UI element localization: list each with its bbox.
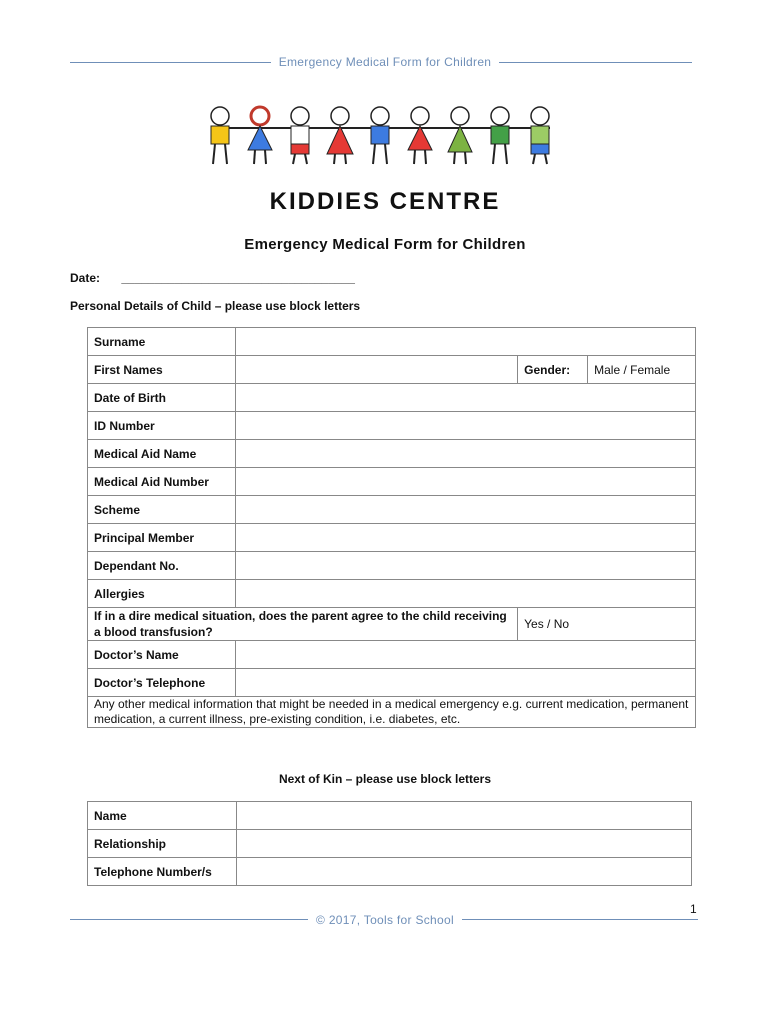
doctor-name-label: Doctor’s Name xyxy=(88,641,236,669)
table-row xyxy=(88,552,696,580)
table-row xyxy=(88,328,696,356)
table-row xyxy=(88,524,696,552)
page-number: 1 xyxy=(690,902,697,916)
gender-label: Gender: xyxy=(518,356,588,384)
kin-name-label: Name xyxy=(88,802,237,830)
principal-member-field[interactable] xyxy=(235,524,695,552)
doctor-telephone-label: Doctor’s Telephone xyxy=(88,669,236,697)
child-figure-7 xyxy=(448,107,472,164)
transfusion-field[interactable]: Yes / No xyxy=(518,608,696,641)
principal-member-label: Principal Member xyxy=(88,524,236,552)
date-row xyxy=(70,271,355,285)
child-figure-8 xyxy=(491,107,509,164)
table-row xyxy=(88,608,696,641)
table-row xyxy=(88,412,696,440)
medical-aid-number-label: Medical Aid Number xyxy=(88,468,236,496)
child-figure-2 xyxy=(248,107,272,164)
doctor-name-field[interactable] xyxy=(235,641,695,669)
form-subtitle: Emergency Medical Form for Children xyxy=(244,236,526,253)
dependant-no-label: Dependant No. xyxy=(88,552,236,580)
page-title: KIDDIES CENTRE xyxy=(269,188,501,215)
first-names-field[interactable] xyxy=(235,356,517,384)
table-row xyxy=(88,580,696,608)
allergies-label: Allergies xyxy=(88,580,236,608)
table-row xyxy=(88,356,696,384)
table-row xyxy=(88,384,696,412)
table-row xyxy=(88,641,696,669)
child-figure-3 xyxy=(291,107,309,164)
surname-label: Surname xyxy=(88,328,236,356)
child-figure-1 xyxy=(211,107,229,164)
kin-telephone-field[interactable] xyxy=(236,858,691,886)
copyright-text: © 2017, Tools for School xyxy=(308,913,462,927)
kin-relationship-field[interactable] xyxy=(236,830,691,858)
id-number-label: ID Number xyxy=(88,412,236,440)
child-figure-4 xyxy=(327,107,353,164)
medical-aid-number-field[interactable] xyxy=(235,468,695,496)
dependant-no-field[interactable] xyxy=(235,552,695,580)
table-row xyxy=(88,830,692,858)
kin-name-field[interactable] xyxy=(236,802,691,830)
table-row xyxy=(88,496,696,524)
dob-label: Date of Birth xyxy=(88,384,236,412)
table-row xyxy=(88,858,692,886)
first-names-label: First Names xyxy=(88,356,236,384)
dob-field[interactable] xyxy=(235,384,695,412)
scheme-label: Scheme xyxy=(88,496,236,524)
kin-telephone-label: Telephone Number/s xyxy=(88,858,237,886)
transfusion-question: If in a dire medical situation, does the parent agree to the child receiving a blood transfusion? xyxy=(88,608,518,641)
gender-field[interactable]: Male / Female xyxy=(588,356,696,384)
id-number-field[interactable] xyxy=(235,412,695,440)
doctor-telephone-field[interactable] xyxy=(235,669,695,697)
table-row xyxy=(88,697,696,728)
table-row xyxy=(88,440,696,468)
medical-aid-name-field[interactable] xyxy=(235,440,695,468)
running-header xyxy=(0,53,770,71)
surname-field[interactable] xyxy=(235,328,695,356)
child-figure-9 xyxy=(531,107,549,164)
personal-section-label: Personal Details of Child – please use block letters xyxy=(70,299,361,313)
scheme-field[interactable] xyxy=(235,496,695,524)
kin-section-label: Next of Kin – please use block letters xyxy=(278,772,492,786)
child-figure-5 xyxy=(371,107,389,164)
allergies-field[interactable] xyxy=(235,580,695,608)
running-header-text: Emergency Medical Form for Children xyxy=(271,55,500,69)
children-holding-hands-icon xyxy=(200,104,570,170)
date-label: Date: xyxy=(70,271,101,285)
kin-relationship-label: Relationship xyxy=(88,830,237,858)
table-row xyxy=(88,468,696,496)
next-of-kin-table xyxy=(87,801,692,886)
table-row xyxy=(88,669,696,697)
medical-aid-name-label: Medical Aid Name xyxy=(88,440,236,468)
date-field[interactable]: ___________________________________ xyxy=(121,271,355,285)
child-figure-6 xyxy=(408,107,432,164)
table-row xyxy=(88,802,692,830)
footer xyxy=(0,911,770,929)
other-medical-info-field[interactable]: Any other medical information that might be needed in a medical emergency e.g. current medication, permanent medication, a current illness, pre-existing condition, i.e. diabetes, etc. xyxy=(88,697,696,728)
personal-details-table xyxy=(87,327,696,728)
